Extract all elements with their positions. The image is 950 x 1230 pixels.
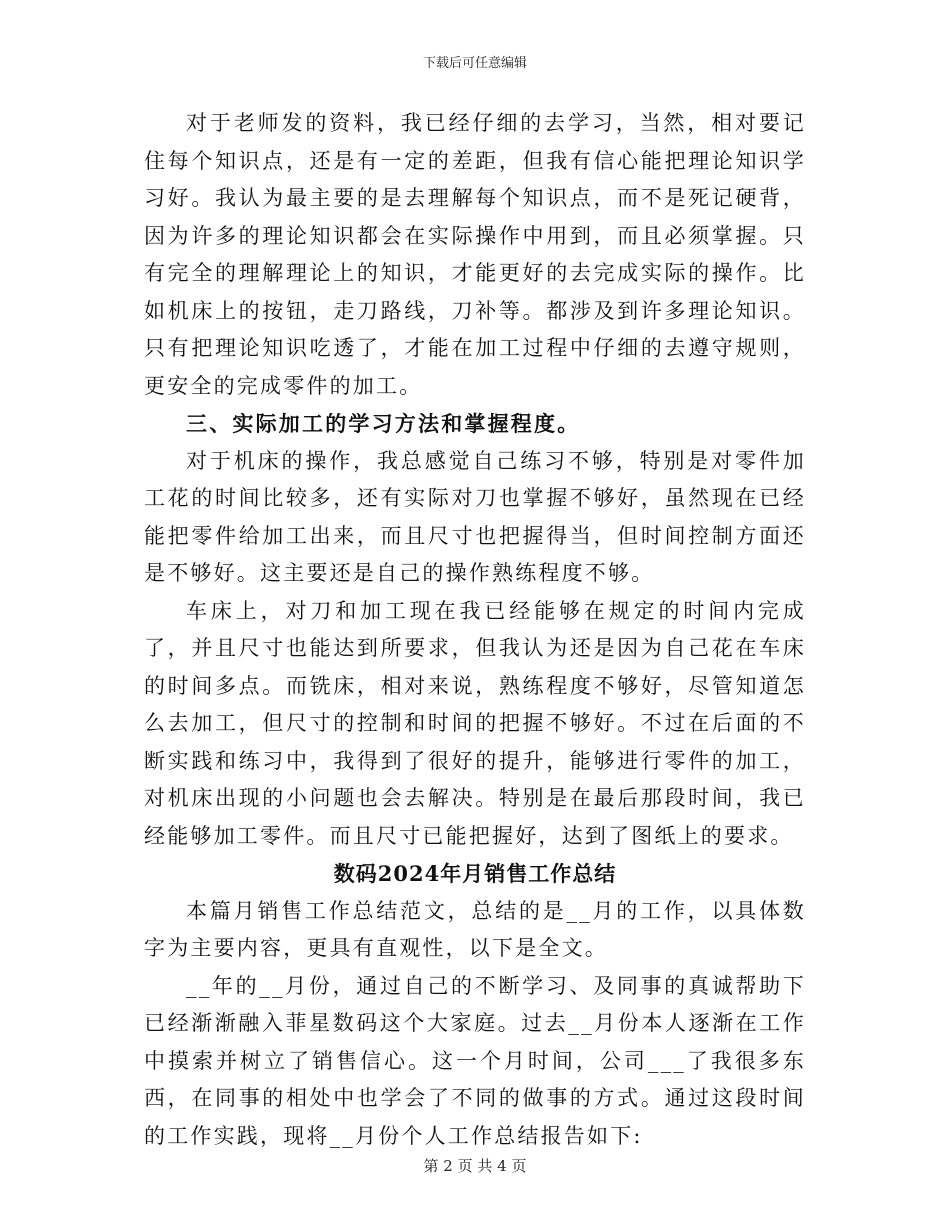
paragraph-lathe-milling: 车床上，对刀和加工现在我已经能够在规定的时间内完成了，并且尺寸也能达到所要求，但我认为还是因为自己花在车床的时间多点。而铣床，相对来说，熟练程度不够好，尽管知道怎么去加工，但尺寸的控制和时间的把握不够好。不过在后面的不断实践和练习中，我得到了很好的提升，能够进行零件的加工，对机床出现的小问题也会去解决。特别是在最后那段时间，我已经能够加工零件。而且尺寸已能把握好，达到了图纸上的要求。: [144, 598, 806, 848]
document-body: [144, 105, 806, 1155]
paragraph-theory-study: 对于老师发的资料，我已经仔细的去学习，当然，相对要记住每个知识点，还是有一定的差距，但我有信心能把理论知识学习好。我认为最主要的是去理解每个知识点，而不是死记硬背，因为许多的理论知识都会在实际操作中用到，而且必须掌握。只有完全的理解理论上的知识，才能更好的去完成实际的操作。比如机床上的按钮，走刀路线，刀补等。都涉及到许多理论知识。只有把理论知识吃透了，才能在加工过程中仔细的去遵守规则，更安全的完成零件的加工。: [144, 111, 806, 398]
page-header: 下载后可任意编辑: [422, 56, 527, 71]
document-title: 数码2024年月销售工作总结: [333, 861, 617, 886]
page-number-footer: 第 2 页 共 4 页: [423, 1157, 527, 1175]
paragraph-summary-intro: 本篇月销售工作总结范文，总结的是__月的工作，以具体数字为主要内容，更具有直观性，以下是全文。: [144, 898, 806, 960]
paragraph-machine-operation: 对于机床的操作，我总感觉自己练习不够，特别是对零件加工花的时间比较多，还有实际对刀也掌握不够好，虽然现在已经能把零件给加工出来，而且尺寸也把握得当，但时间控制方面还是不够好。这主要还是自己的操作熟练程度不够。: [144, 448, 806, 585]
paragraph-monthly-report: __年的__月份，通过自己的不断学习、及同事的真诚帮助下已经渐渐融入菲星数码这个大家庭。过去__月份本人逐渐在工作中摸索并树立了销售信心。这一个月时间，公司___了我很多东西，在同事的相处中也学会了不同的做事的方式。通过这段时间的工作实践，现将__月份个人工作总结报告如下:: [144, 973, 806, 1148]
section-heading-3: 三、实际加工的学习方法和掌握程度。: [186, 411, 581, 436]
